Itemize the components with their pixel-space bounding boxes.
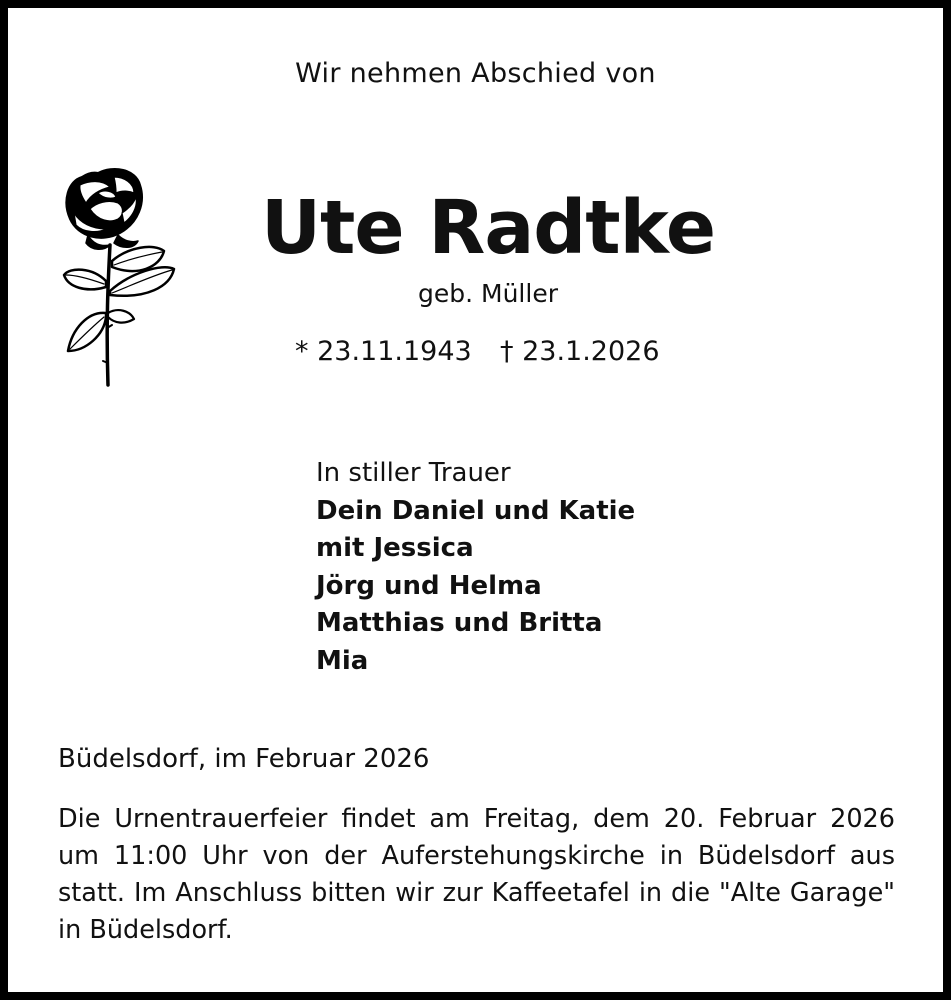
place-date: Büdelsdorf, im Februar 2026 [58, 744, 430, 774]
rose-icon [58, 163, 180, 388]
funeral-notice: Die Urnentrauerfeier findet am Freitag, dem 20. Februar 2026 um 11:00 Uhr von der Auferstehungskirche in Büdelsdorf aus statt. Im Anschluss bitten wir zur Kaffeetafel in die "Alte Garage" in Büdelsdorf. [58, 804, 895, 945]
intro-text: Wir nehmen Abschied von [295, 58, 656, 89]
mourner-name: mit Jessica [316, 533, 474, 563]
mourner-name: Jörg und Helma [316, 570, 542, 601]
mourner-name: Matthias und Britta [316, 608, 603, 638]
mourners-block [316, 455, 635, 680]
maiden-name: geb. Müller [418, 279, 558, 308]
death-date: † 23.1.2026 [500, 336, 660, 367]
mourners-intro: In stiller Trauer [316, 458, 511, 488]
mourner-name: Dein Daniel und Katie [316, 495, 636, 526]
deceased-name: Ute Radtke [260, 185, 716, 271]
birth-date: * 23.11.1943 [295, 336, 472, 367]
mourner-name: Mia [316, 645, 369, 676]
